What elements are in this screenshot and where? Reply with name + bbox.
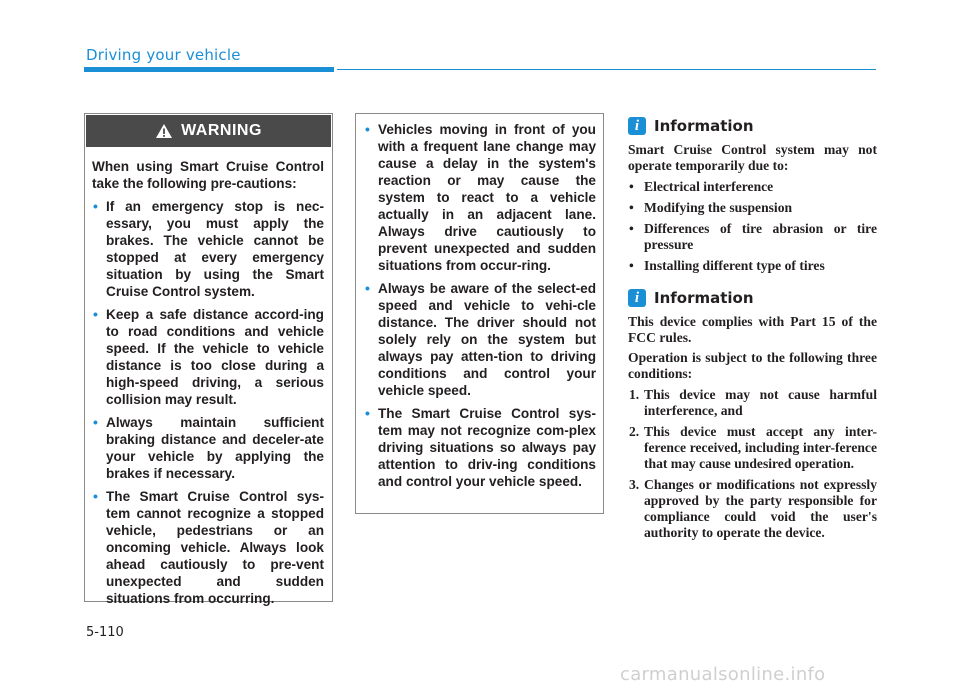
- bullet-dot-icon: •: [93, 414, 98, 430]
- warning-triangle-icon: [155, 123, 173, 139]
- warning-box-left: [84, 113, 333, 606]
- warning-item: • Keep a safe distance accord-ing to road conditions and vehicle speed. If the vehicle to vehicle distance is too close during a high-speed driving, a serious collision may result.: [93, 306, 324, 407]
- info-text: Smart Cruise Control system may not operate temporarily due to:: [628, 142, 877, 173]
- warning-header: [86, 115, 331, 147]
- warning-label: WARNING: [181, 122, 262, 139]
- warning-item: • Always maintain sufficient braking distance and deceler-ate your vehicle by applying the brakes if necessary.: [93, 414, 324, 481]
- bullet-dot-icon: •: [365, 121, 370, 137]
- warning-item: • The Smart Cruise Control sys-tem cannot recognize a stopped vehicle, pedestrians or an oncoming vehicle. Always look ahead cautiously to pre-vent unexpected and sudden situations from occurring.: [93, 488, 324, 606]
- information-column: [628, 114, 877, 541]
- watermark: carmanualsonline.info: [620, 664, 826, 685]
- info-text: Operation is subject to the following three conditions:: [628, 350, 877, 381]
- info-heading: [628, 286, 877, 310]
- warning-item: • The Smart Cruise Control sys-tem may not recognize com-plex driving situations so always pay attention to driv-ing conditions and control your vehicle speed.: [365, 405, 596, 489]
- bullet-dot-icon: •: [93, 488, 98, 504]
- list-item: 1. This device may not cause harmful interference, and: [629, 387, 877, 418]
- page-number: 5-110: [86, 625, 124, 640]
- warning-item: • If an emergency stop is nec-essary, you must apply the brakes. The vehicle cannot be stopped at every emergency situation by using the Smart Cruise Control system.: [93, 198, 324, 299]
- list-item: • Installing different type of tires: [629, 258, 825, 273]
- list-item: 2. This device must accept any inter-ference received, including inter-ference that may cause undesired operation.: [629, 424, 877, 471]
- header-rule-thin: [337, 69, 876, 70]
- warning-item: • Always be aware of the select-ed speed and vehicle to vehi-cle distance. The driver should not solely rely on the system but always pay atten-tion to driving conditions and control your vehicle speed.: [365, 280, 596, 398]
- info-title: Information: [654, 117, 754, 135]
- list-item: • Differences of tire abrasion or tire pressure: [629, 221, 877, 252]
- information-icon: i: [628, 117, 646, 135]
- list-item: 3. Changes or modifications not expressly approved by the party responsible for compliance could void the user's authority to operate the device.: [629, 477, 877, 540]
- bullet-dot-icon: •: [93, 198, 98, 214]
- info-heading: [628, 114, 877, 138]
- warning-intro: When using Smart Cruise Control take the following pre-cautions:: [92, 159, 324, 191]
- information-icon: i: [628, 289, 646, 307]
- bullet-dot-icon: •: [93, 306, 98, 322]
- warning-item: • Vehicles moving in front of you with a frequent lane change may cause a delay in the system's reaction or may cause the system to react to a vehicle actually in an adjacent lane. Always drive cautiously to prevent unexpected and sudden situations from occur-ring.: [365, 121, 596, 273]
- list-item: • Modifying the suspension: [629, 200, 793, 215]
- info-title: Information: [654, 289, 754, 307]
- section-title: Driving your vehicle: [86, 46, 241, 64]
- bullet-dot-icon: •: [365, 405, 370, 421]
- info-text: This device complies with Part 15 of the FCC rules.: [628, 314, 877, 345]
- bullet-dot-icon: •: [365, 280, 370, 296]
- header-rule-thick: [84, 67, 334, 72]
- warning-box-continued: [355, 113, 604, 514]
- list-item: • Electrical interference: [629, 179, 774, 194]
